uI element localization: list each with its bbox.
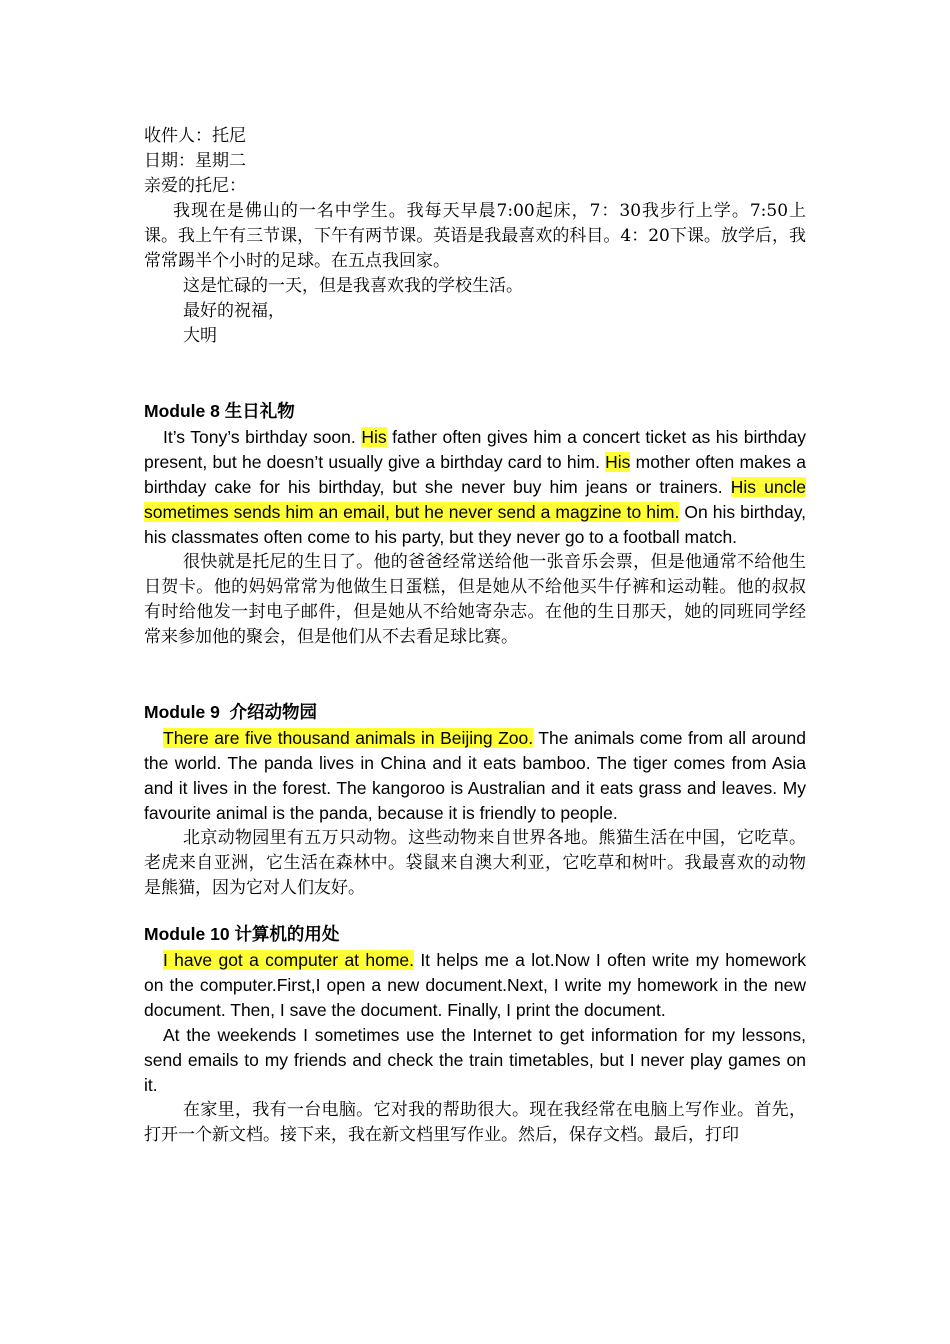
- module10-title-cn: 计算机的用处: [234, 925, 340, 945]
- module9-text-1: The animals come from all around the world. The panda lives in China and it eats bamboo. The tiger comes from Asia and it lives in the forest. The kangoroo is Australian and it eats grass and leaves. My favourite animal is the panda, because it is friendly to people.: [144, 728, 806, 823]
- module10-heading: [144, 922, 806, 948]
- module8-title-en: Module 8: [144, 401, 225, 421]
- letter-recipient: 收件人：托尼: [144, 126, 246, 146]
- spacer: [144, 901, 806, 922]
- module8-translation: 很快就是托尼的生日了。他的爸爸经常送给他一张音乐会票，但是他通常不给他生日贺卡。他的妈妈常常为他做生日蛋糕，但是她从不给他买牛仔裤和运动鞋。他的叔叔有时给他发一封电子邮件，但是她从不给她寄杂志。在他的生日那天，她的同班同学经常来参加他的聚会，但是他们从不去看足球比赛。: [144, 552, 806, 647]
- document-page: [144, 124, 806, 1148]
- module9-title-cn: 介绍动物园: [229, 703, 318, 723]
- module9-title-en: Module 9: [144, 702, 230, 722]
- module8-text-2: father often gives him a concert ticket as his birthday present, but he doesn’t usually give a birthday card to him.: [144, 427, 806, 472]
- module9-english-paragraph: [144, 726, 806, 826]
- module9-heading: [144, 700, 806, 726]
- spacer: [144, 349, 806, 399]
- module8-highlight-2: His: [605, 452, 631, 472]
- letter-regards: 最好的祝福，: [183, 301, 285, 321]
- module8-english-paragraph: [144, 425, 806, 550]
- module9-translation: 北京动物园里有五万只动物。这些动物来自世界各地。熊猫生活在中国，它吃草。老虎来自亚洲，它生活在森林中。袋鼠来自澳大利亚，它吃草和树叶。我最喜欢的动物是熊猫，因为它对人们友好。: [144, 828, 806, 898]
- module10-title-en: Module 10: [144, 924, 235, 944]
- module8-title-cn: 生日礼物: [224, 402, 295, 422]
- module8-text-3: mother often makes a birthday cake for his birthday, but she never buy him jeans or trainers.: [144, 452, 806, 497]
- letter-date: 日期：星期二: [144, 151, 246, 171]
- module10-highlight-1: I have got a computer at home.: [163, 950, 414, 970]
- letter-signature: 大明: [183, 326, 217, 346]
- module8-text-1: It’s Tony’s birthday soon.: [163, 427, 362, 447]
- module10-text-1: It helps me a lot.Now I often write my homework on the computer.First,I open a new document.Next, I write my homework in the new document. Then, I save the document. Finally, I print the document.: [144, 950, 806, 1020]
- spacer: [144, 650, 806, 700]
- module8-highlight-3: His uncle sometimes sends him an email, but he never send a magzine to him.: [144, 477, 806, 522]
- module10-english-paragraph-1: [144, 948, 806, 1023]
- module9-highlight-1: There are five thousand animals in Beijing Zoo.: [163, 728, 534, 748]
- module8-highlight-1: His: [361, 427, 387, 447]
- letter-greeting: 亲爱的托尼：: [144, 176, 246, 196]
- module8-text-4: On his birthday, his classmates often come to his party, but they never go to a football match.: [144, 502, 807, 547]
- module8-heading: [144, 399, 806, 425]
- letter-closing-line: 这是忙碌的一天，但是我喜欢我的学校生活。: [183, 276, 523, 296]
- letter-body: 我现在是佛山的一名中学生。我每天早晨7:00起床，7：30我步行上学。7:50上课。我上午有三节课，下午有两节课。英语是我最喜欢的科目。4：20下课。放学后，我常常踢半个小时的足球。在五点我回家。: [144, 201, 806, 271]
- module10-english-paragraph-2: At the weekends I sometimes use the Internet to get information for my lessons, send emails to my friends and check the train timetables, but I never play games on it.: [144, 1025, 806, 1095]
- module10-translation: 在家里，我有一台电脑。它对我的帮助很大。现在我经常在电脑上写作业。首先，打开一个新文档。接下来，我在新文档里写作业。然后，保存文档。最后，打印: [144, 1100, 806, 1145]
